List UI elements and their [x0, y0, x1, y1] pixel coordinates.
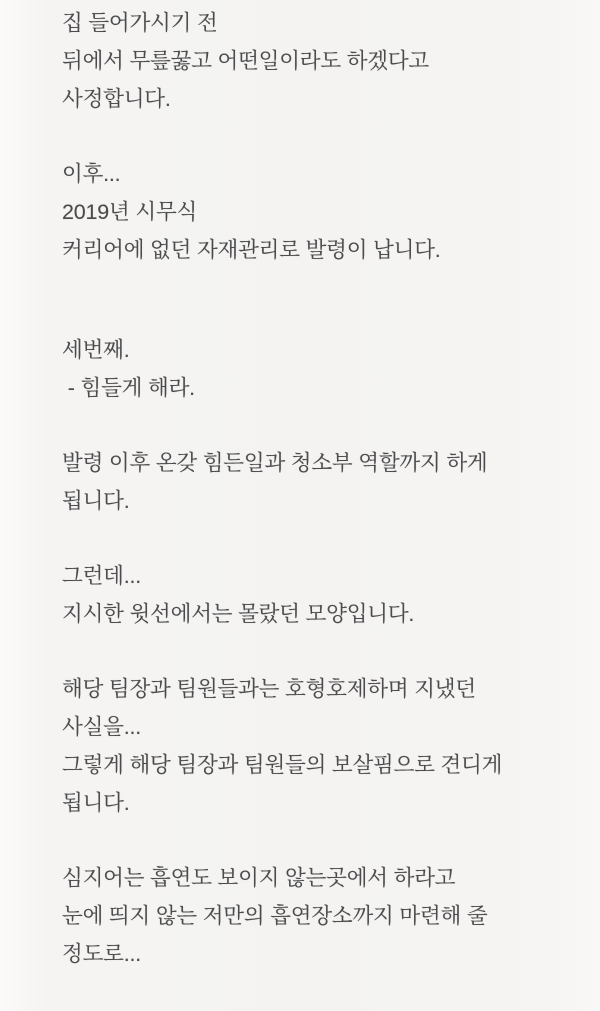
- text-line: 뒤에서 무릎꿇고 어떤일이라도 하겠다고: [62, 49, 429, 73]
- text-line: 사실을...: [62, 715, 142, 739]
- text-line: 그런데...: [62, 564, 142, 588]
- paragraph-6: [62, 670, 545, 822]
- text-line: 사정합니다.: [62, 87, 171, 111]
- text-line: 됩니다.: [62, 489, 130, 513]
- paragraph-3: [62, 331, 545, 407]
- paragraph-1: [62, 4, 545, 118]
- paragraph-5: [62, 557, 545, 633]
- text-line: 발령 이후 온갖 힘든일과 청소부 역할까지 하게: [62, 451, 488, 475]
- text-line: 집 들어가시기 전: [62, 11, 218, 35]
- text-line: 이후...: [62, 162, 121, 186]
- paragraph-2: [62, 155, 545, 269]
- paragraph-7: [62, 859, 545, 973]
- text-line: 커리어에 없던 자재관리로 발령이 납니다.: [62, 238, 441, 262]
- text-line: 심지어는 흡연도 보이지 않는곳에서 하라고: [62, 866, 456, 890]
- text-line: 그렇게 해당 팀장과 팀원들의 보살핌으로 견디게: [62, 753, 503, 777]
- text-line: 됩니다.: [62, 791, 130, 815]
- paragraph-4: [62, 444, 545, 520]
- text-line: 정도로...: [62, 942, 142, 966]
- text-line: 해당 팀장과 팀원들과는 호형호제하며 지냈던: [62, 677, 476, 701]
- text-line: 눈에 띄지 않는 저만의 흡연장소까지 마련해 줄: [62, 904, 488, 928]
- text-line: 2019년 시무식: [62, 200, 198, 224]
- text-line: 세번째.: [62, 338, 130, 362]
- text-line: - 힘들게 해라.: [62, 376, 195, 400]
- text-line: 지시한 윗선에서는 몰랐던 모양입니다.: [62, 602, 415, 626]
